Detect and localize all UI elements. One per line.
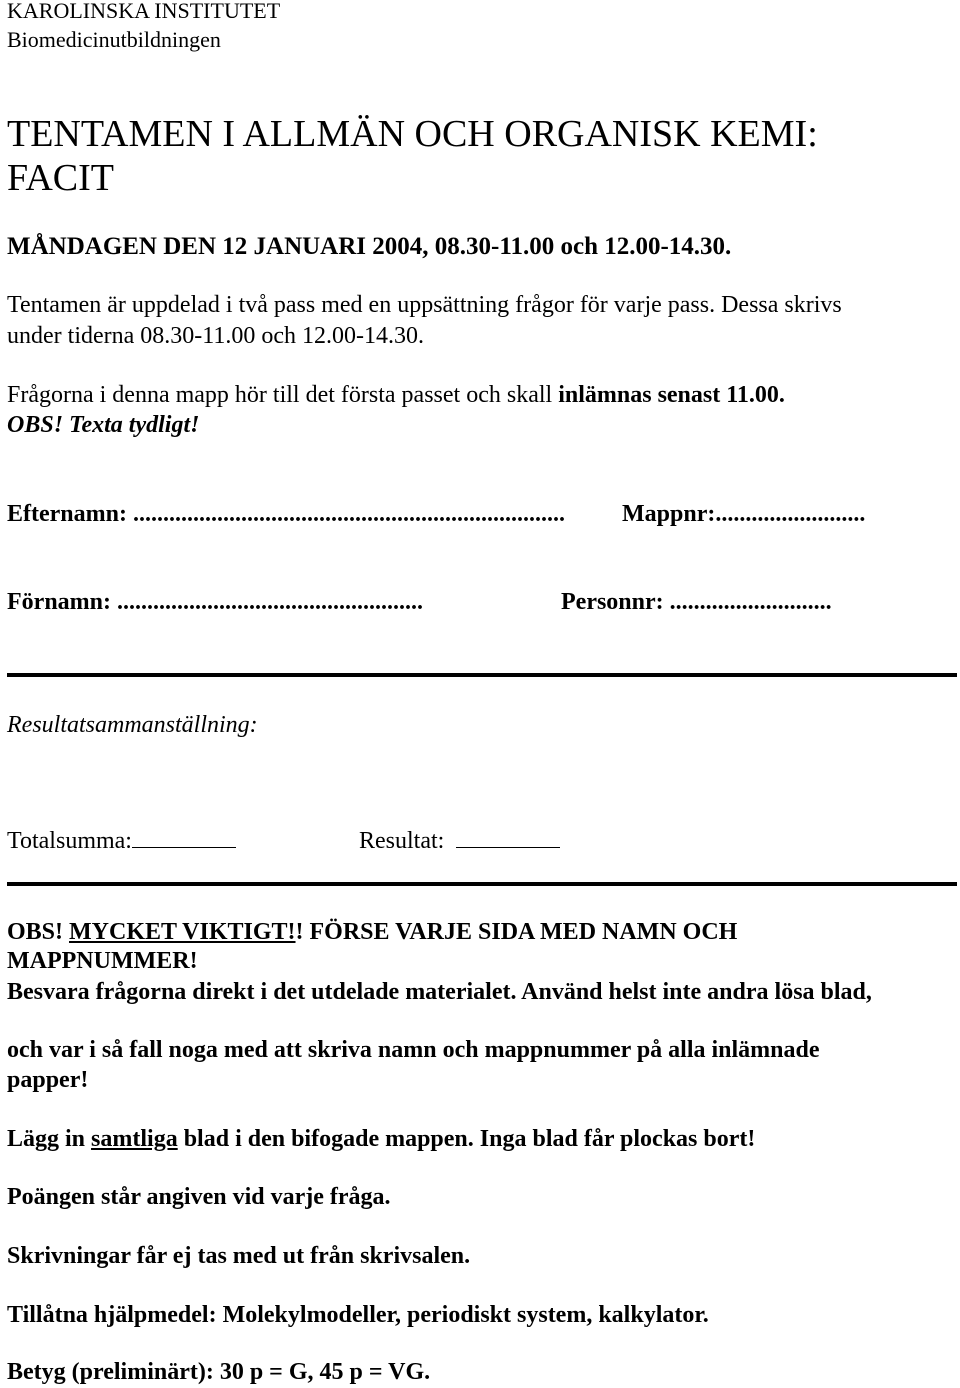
instruction-p2 (7, 1124, 755, 1154)
submission-deadline: inlämnas senast 11.00. (558, 382, 785, 408)
obs-rest: ! FÖRSE VARJE SIDA MED NAMN OCH (295, 919, 738, 945)
exam-date-line: MÅNDAGEN DEN 12 JANUARI 2004, 08.30-11.00 och 12.00-14.30. (7, 233, 732, 260)
total-sum-label: Totalsumma: (7, 828, 132, 854)
total-sum-row (7, 826, 236, 856)
total-sum-blank[interactable] (132, 846, 236, 848)
surname-field[interactable]: Efternamn: ........................................................................ (7, 501, 565, 527)
department-name: Biomedicinutbildningen (7, 27, 221, 52)
instruction-p1-line3: papper! (7, 1067, 89, 1093)
result-blank[interactable] (456, 846, 560, 848)
page-title-line2: FACIT (7, 157, 114, 199)
intro-line-3-text: Frågorna i denna mapp hör till det första passet och skall (7, 382, 559, 408)
result-label: Resultat: (359, 828, 445, 854)
page-title-line1: TENTAMEN I ALLMÄN OCH ORGANISK KEMI: (7, 113, 818, 155)
instruction-p5: Tillåtna hjälpmedel: Molekylmodeller, periodiskt system, kalkylator. (7, 1302, 709, 1328)
intro-line-2: under tiderna 08.30-11.00 och 12.00-14.30. (7, 323, 425, 349)
intro-line-3 (7, 380, 785, 410)
obs-important-line1 (7, 917, 737, 947)
obs-prefix: OBS! (7, 919, 70, 945)
obs-print-clearly: OBS! Texta tydligt! (7, 412, 200, 438)
instruction-p6: Betyg (preliminärt): 30 p = G, 45 p = VG. (7, 1359, 431, 1385)
all-sheets-text: samtliga (91, 1126, 178, 1152)
instruction-p4: Skrivningar får ej tas med ut från skrivsalen. (7, 1243, 471, 1269)
folder-number-field[interactable]: Mappnr:......................... (622, 501, 866, 527)
instruction-p1-line1: Besvara frågorna direkt i det utdelade materialet. Använd helst inte andra lösa blad, (7, 979, 872, 1005)
obs-important-line2: MAPPNUMMER! (7, 948, 198, 974)
personal-number-field[interactable]: Personnr: ........................... (561, 589, 832, 615)
instruction-p1-line2: och var i så fall noga med att skriva namn och mappnummer på alla inlämnade (7, 1037, 820, 1063)
instruction-p2-prefix: Lägg in (7, 1126, 92, 1152)
intro-line-1: Tentamen är uppdelad i två pass med en uppsättning frågor för varje pass. Dessa skrivs (7, 292, 842, 318)
result-row (359, 826, 560, 856)
results-heading: Resultatsammanställning: (7, 712, 258, 738)
instruction-p2-rest: blad i den bifogade mappen. Inga blad får plockas bort! (177, 1126, 756, 1152)
institution-name: KAROLINSKA INSTITUTET (7, 0, 281, 23)
divider-bottom (7, 882, 957, 886)
instruction-p3: Poängen står angiven vid varje fråga. (7, 1184, 391, 1210)
first-name-field[interactable]: Förnamn: ................................................... (7, 589, 423, 615)
divider-top (7, 673, 957, 677)
very-important-text: MYCKET VIKTIGT! (69, 919, 296, 945)
